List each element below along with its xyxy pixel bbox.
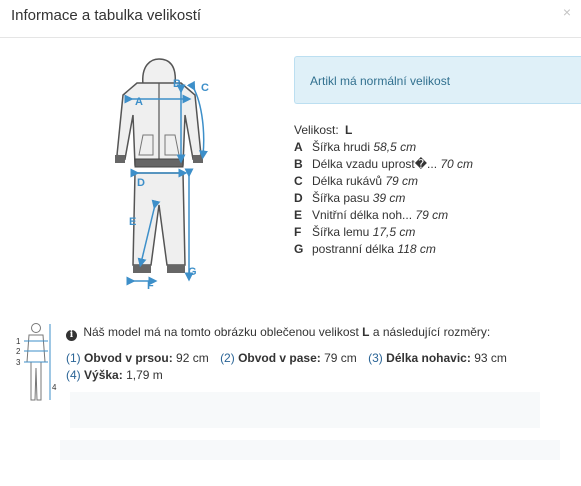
- size-row-value: 79 cm: [415, 208, 449, 222]
- model-measures-row-1: [66, 351, 515, 365]
- size-row-letter: B: [294, 157, 303, 171]
- measure-label: Délka nohavic:: [386, 351, 471, 365]
- size-row-name: Délka vzadu uprost�...: [312, 157, 438, 171]
- size-row-letter: D: [294, 191, 303, 205]
- model-figure-number-4: 4: [52, 383, 57, 392]
- modal-title: Informace a tabulka velikostí: [11, 7, 202, 24]
- info-icon: i: [66, 330, 77, 341]
- size-row: [294, 139, 473, 156]
- size-row-value: 79 cm: [385, 174, 419, 188]
- measure-label: Obvod v prsou:: [84, 351, 173, 365]
- measure-number: (1): [66, 351, 81, 365]
- size-row: [294, 156, 473, 173]
- size-row-name: Délka rukávů: [312, 174, 383, 188]
- model-measure: [220, 351, 360, 365]
- size-row-value: 58,5 cm: [373, 140, 417, 154]
- model-measures-row-2: [66, 368, 171, 382]
- size-row: [294, 241, 473, 258]
- model-measure: [66, 351, 212, 365]
- size-row-value: 70 cm: [440, 157, 474, 171]
- size-fit-text: Artikl má normální velikost: [310, 74, 451, 88]
- model-size: L: [362, 325, 370, 339]
- measure-value: 92 cm: [176, 351, 209, 365]
- figure-label-g: G: [188, 266, 197, 278]
- measure-value: 79 cm: [324, 351, 357, 365]
- size-row-name: postranní délka: [312, 242, 395, 256]
- size-value: L: [345, 123, 353, 137]
- size-row: [294, 190, 473, 207]
- size-heading: [294, 122, 473, 139]
- measure-label: Výška:: [84, 368, 123, 382]
- measure-number: (2): [220, 351, 235, 365]
- close-icon[interactable]: ×: [562, 4, 571, 20]
- size-row-letter: G: [294, 242, 304, 256]
- size-row-value: 17,5 cm: [372, 225, 416, 239]
- size-row-letter: C: [294, 174, 303, 188]
- size-row-name: Vnitřní délka noh...: [312, 208, 413, 222]
- measure-number: (4): [66, 368, 81, 382]
- model-intro-after: a následující rozměry:: [372, 325, 491, 339]
- size-row-name: Šířka pasu: [312, 191, 370, 205]
- model-intro-before: Náš model má na tomto obrázku oblečenou velikost: [83, 325, 359, 339]
- size-row-name: Šířka lemu: [312, 225, 370, 239]
- tracksuit-diagram: [95, 55, 220, 295]
- figure-label-d: D: [137, 177, 145, 189]
- model-figure-number-3: 3: [16, 358, 21, 367]
- model-figure-number-1: 1: [16, 337, 21, 346]
- measure-label: Obvod v pase:: [238, 351, 321, 365]
- measure-value: 93 cm: [474, 351, 507, 365]
- figure-label-a: A: [135, 96, 143, 108]
- modal-header: [0, 0, 581, 38]
- figure-label-c: C: [201, 82, 209, 94]
- figure-label-e: E: [129, 216, 137, 228]
- size-row-name: Šířka hrudi: [312, 140, 371, 154]
- size-row-letter: A: [294, 140, 303, 154]
- model-measure: [368, 351, 507, 365]
- size-row-value: 118 cm: [397, 242, 436, 256]
- model-figure-number-2: 2: [16, 347, 21, 356]
- size-table: [294, 122, 473, 258]
- size-row: [294, 224, 473, 241]
- model-intro: [66, 325, 490, 341]
- figure-label-f: F: [147, 280, 154, 292]
- size-row: [294, 173, 473, 190]
- model-figure: [14, 322, 58, 404]
- measure-number: (3): [368, 351, 383, 365]
- size-label: Velikost:: [294, 123, 339, 137]
- size-row-letter: F: [294, 225, 302, 239]
- figure-label-b: B: [173, 78, 181, 90]
- size-fit-alert: [294, 56, 581, 104]
- size-row: [294, 207, 473, 224]
- model-measure: [66, 368, 163, 382]
- measure-value: 1,79 m: [126, 368, 163, 382]
- size-row-letter: E: [294, 208, 303, 222]
- size-row-value: 39 cm: [372, 191, 406, 205]
